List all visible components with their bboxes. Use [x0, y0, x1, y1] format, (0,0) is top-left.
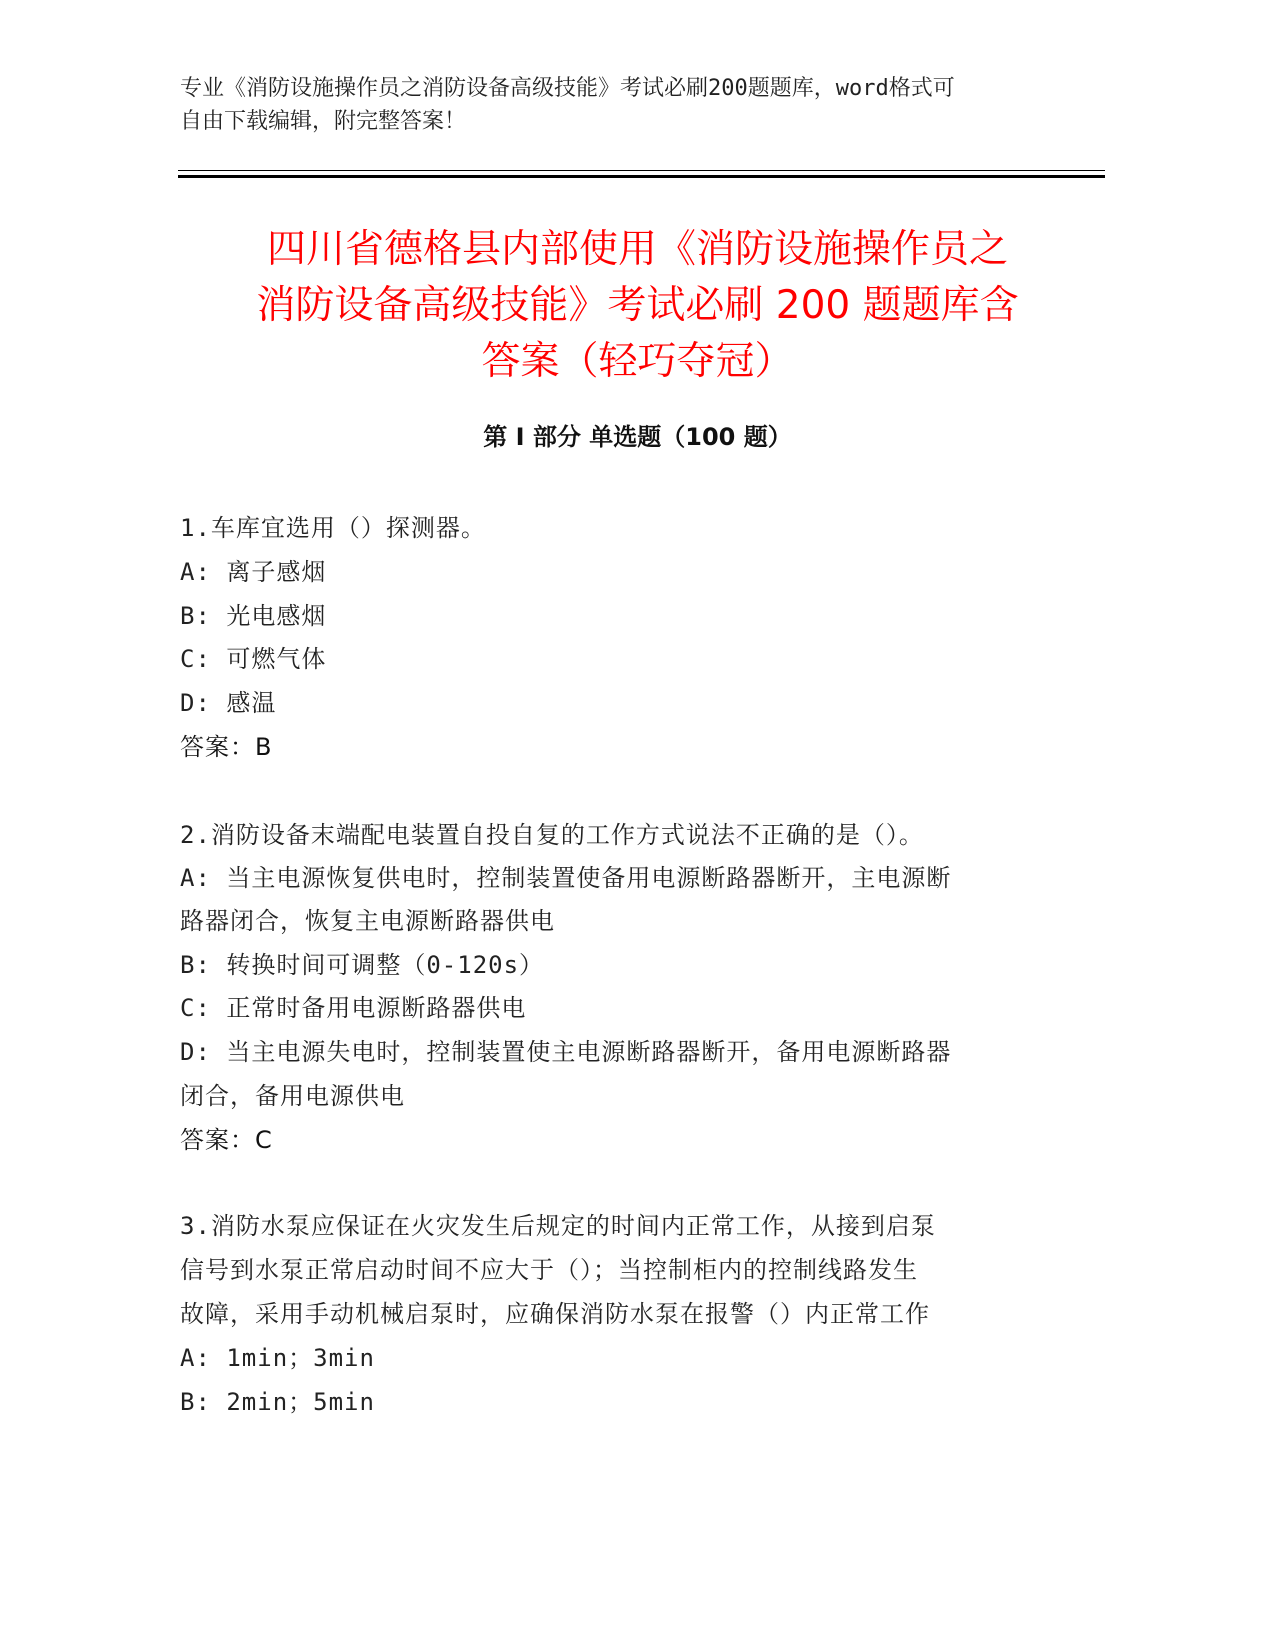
- question-stem: 1.车库宜选用（）探测器。: [180, 514, 486, 542]
- option-a: A: 当主电源恢复供电时，控制装置使备用电源断路器断开，主电源断: [180, 864, 952, 892]
- title-line: 消防设备高级技能》考试必刷 200 题题库含: [256, 283, 1019, 328]
- header-note-line: 自由下载编辑，附完整答案！: [180, 109, 467, 134]
- question-stem: 3.消防水泵应保证在火灾发生后规定的时间内正常工作，从接到启泵: [180, 1212, 936, 1240]
- option-c: C: 正常时备用电源断路器供电: [180, 994, 527, 1022]
- header-divider-thick: [178, 175, 1105, 178]
- option-a: A: 1min；3min: [180, 1344, 375, 1372]
- header-note: [180, 72, 1080, 138]
- option-b: B: 转换时间可调整（0-120s）: [180, 951, 545, 979]
- question-stem-continued: 信号到水泵正常启动时间不应大于（）；当控制柜内的控制线路发生: [180, 1256, 918, 1284]
- option-b: B: 光电感烟: [180, 602, 327, 630]
- title-line: 四川省德格县内部使用《消防设施操作员之: [266, 227, 1008, 272]
- option-a-continued: 路器闭合，恢复主电源断路器供电: [180, 907, 555, 935]
- option-c: C: 可燃气体: [180, 645, 327, 673]
- header-note-line: 专业《消防设施操作员之消防设备高级技能》考试必刷200题题库，word格式可: [180, 76, 955, 101]
- question-stem-continued: 故障，采用手动机械启泵时，应确保消防水泵在报警（）内正常工作: [180, 1300, 930, 1328]
- option-d-continued: 闭合，备用电源供电: [180, 1082, 405, 1110]
- answer-label: 答案：B: [180, 733, 273, 761]
- header-divider-thin: [178, 170, 1105, 171]
- option-b: B: 2min；5min: [180, 1388, 375, 1416]
- option-d: D: 当主电源失电时，控制装置使主电源断路器断开，备用电源断路器: [180, 1038, 952, 1066]
- option-d: D: 感温: [180, 689, 277, 717]
- title-line: 答案（轻巧夺冠）: [481, 339, 794, 384]
- question-stem: 2.消防设备末端配电装置自投自复的工作方式说法不正确的是（）。: [180, 821, 924, 849]
- document-title: [160, 222, 1115, 390]
- section-heading: 第 I 部分 单选题（100 题）: [483, 423, 792, 451]
- option-a: A: 离子感烟: [180, 558, 327, 586]
- answer-label: 答案：C: [180, 1126, 273, 1154]
